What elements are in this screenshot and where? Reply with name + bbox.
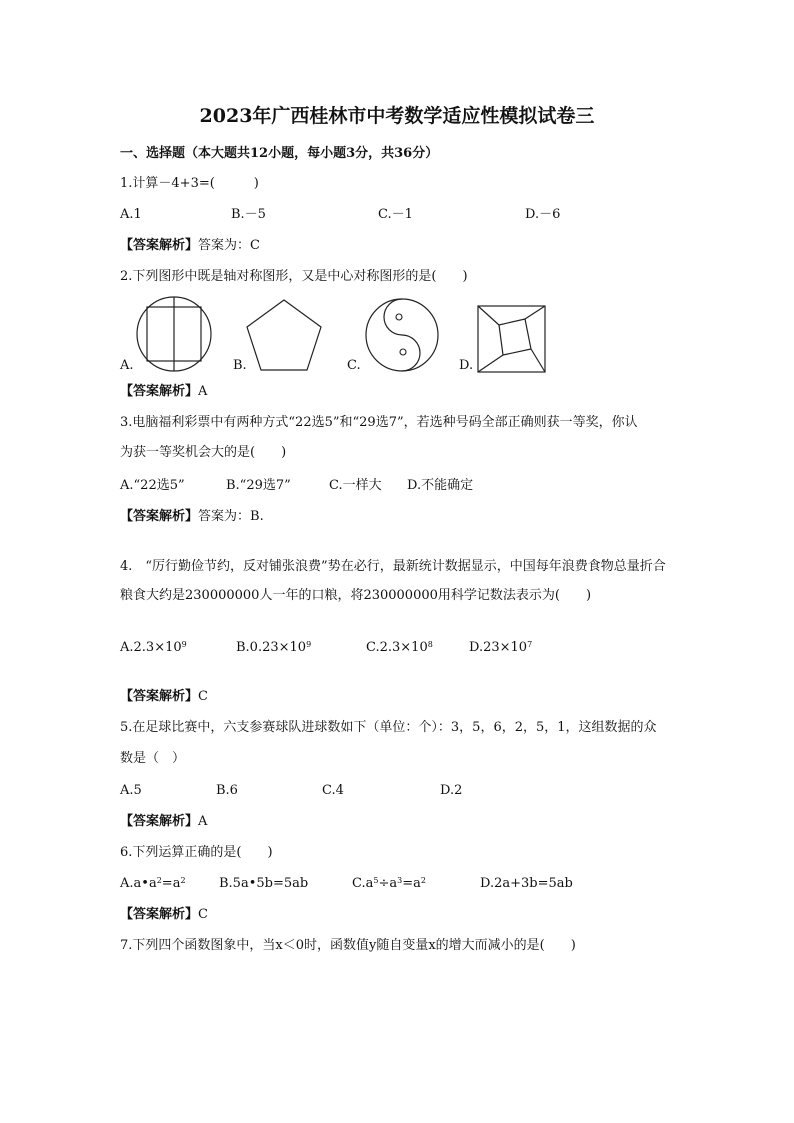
q2-option-d: D. xyxy=(459,358,474,373)
answer-label: 【答案解析】 xyxy=(120,509,199,524)
q1-option-a: A.1 xyxy=(120,207,142,222)
q3-option-b: B.“29选7” xyxy=(226,478,291,493)
q5-option-d: D.2 xyxy=(440,783,463,798)
answer-text: 答案为：C xyxy=(198,238,260,253)
answer-text: A xyxy=(198,814,208,829)
section-heading: 一、选择题（本大题共12小题，每小题3分，共36分） xyxy=(120,146,439,161)
q3-answer xyxy=(120,508,264,526)
page-title: 2023年广西桂林市中考数学适应性模拟试卷三 xyxy=(199,105,595,127)
q1-option-c: C.－1 xyxy=(378,207,413,222)
q3-option-d: D.不能确定 xyxy=(407,478,474,493)
answer-label: 【答案解析】 xyxy=(120,907,199,922)
answer-label: 【答案解析】 xyxy=(120,814,199,829)
q4-stem-line2: 粮食大约是230000000人一年的口粮，将230000000用科学记数法表示为( ) xyxy=(120,588,592,603)
q4-answer xyxy=(120,688,208,706)
answer-text: A xyxy=(198,384,208,399)
answer-text: C xyxy=(198,689,208,704)
q7-stem: 7.下列四个函数图象中，当x＜0时，函数值y随自变量x的增大而减小的是( ) xyxy=(120,938,576,953)
figure-yin-yang xyxy=(362,297,442,373)
figure-pentagon xyxy=(244,298,324,372)
q5-answer xyxy=(120,813,207,831)
figure-square-pinwheel xyxy=(477,305,547,373)
q5-stem-line1: 5.在足球比赛中，六支参赛球队进球数如下（单位：个）：3，5，6，2，5，1，这组数据的众 xyxy=(120,720,657,735)
answer-label: 【答案解析】 xyxy=(120,689,199,704)
q4-option-d: $D.23\times 10^7$ xyxy=(469,640,533,655)
q2-option-a: A. xyxy=(120,358,134,373)
q2-option-c: C. xyxy=(347,358,361,373)
figure-circle-square xyxy=(133,296,215,372)
q5-stem-line2: 数是（ ） xyxy=(120,751,186,766)
q1-stem: 1.计算－4+3=( ) xyxy=(120,176,259,191)
q3-stem-line2: 为获一等奖机会大的是( ) xyxy=(120,445,287,460)
q2-stem: 2.下列图形中既是轴对称图形，又是中心对称图形的是( ) xyxy=(120,269,468,284)
q4-option-a: $A.2.3\times 10^9$ xyxy=(120,640,187,655)
q6-option-c: $C.a^5\div a^3=a^2$ xyxy=(352,876,426,891)
q6-option-a: $A.a•a^2=a^2$ xyxy=(120,876,186,891)
q6-stem: 6.下列运算正确的是( ) xyxy=(120,845,273,860)
q6-option-b: B.5a•5b=5ab xyxy=(219,876,309,891)
q4-option-b: $B.0.23\times 10^9$ xyxy=(236,640,312,655)
q1-option-d: D.－6 xyxy=(525,207,561,222)
answer-text: 答案为：B. xyxy=(198,509,264,524)
q5-option-b: B.6 xyxy=(216,783,238,798)
q1-answer xyxy=(120,237,260,255)
q5-option-c: C.4 xyxy=(322,783,344,798)
q3-option-c: C.一样大 xyxy=(329,478,382,493)
q2-option-b: B. xyxy=(233,358,247,373)
q2-answer xyxy=(120,383,207,401)
q6-answer xyxy=(120,906,208,924)
answer-label: 【答案解析】 xyxy=(120,238,199,253)
q6-option-d: D.2a+3b=5ab xyxy=(480,876,573,891)
answer-label: 【答案解析】 xyxy=(120,384,199,399)
q4-stem-line1: 4. “厉行勤俭节约，反对铺张浪费”势在必行，最新统计数据显示，中国每年浪费食物总量折合 xyxy=(120,559,666,574)
q4-option-c: $C.2.3\times 10^8$ xyxy=(366,640,433,655)
q3-option-a: A.“22选5” xyxy=(120,478,185,493)
q5-option-a: A.5 xyxy=(120,783,142,798)
answer-text: C xyxy=(198,907,208,922)
q3-stem-line1: 3.电脑福利彩票中有两种方式“22选5”和“29选7”，若选种号码全部正确则获一等奖，你认 xyxy=(120,415,638,430)
q1-option-b: B.－5 xyxy=(231,207,266,222)
